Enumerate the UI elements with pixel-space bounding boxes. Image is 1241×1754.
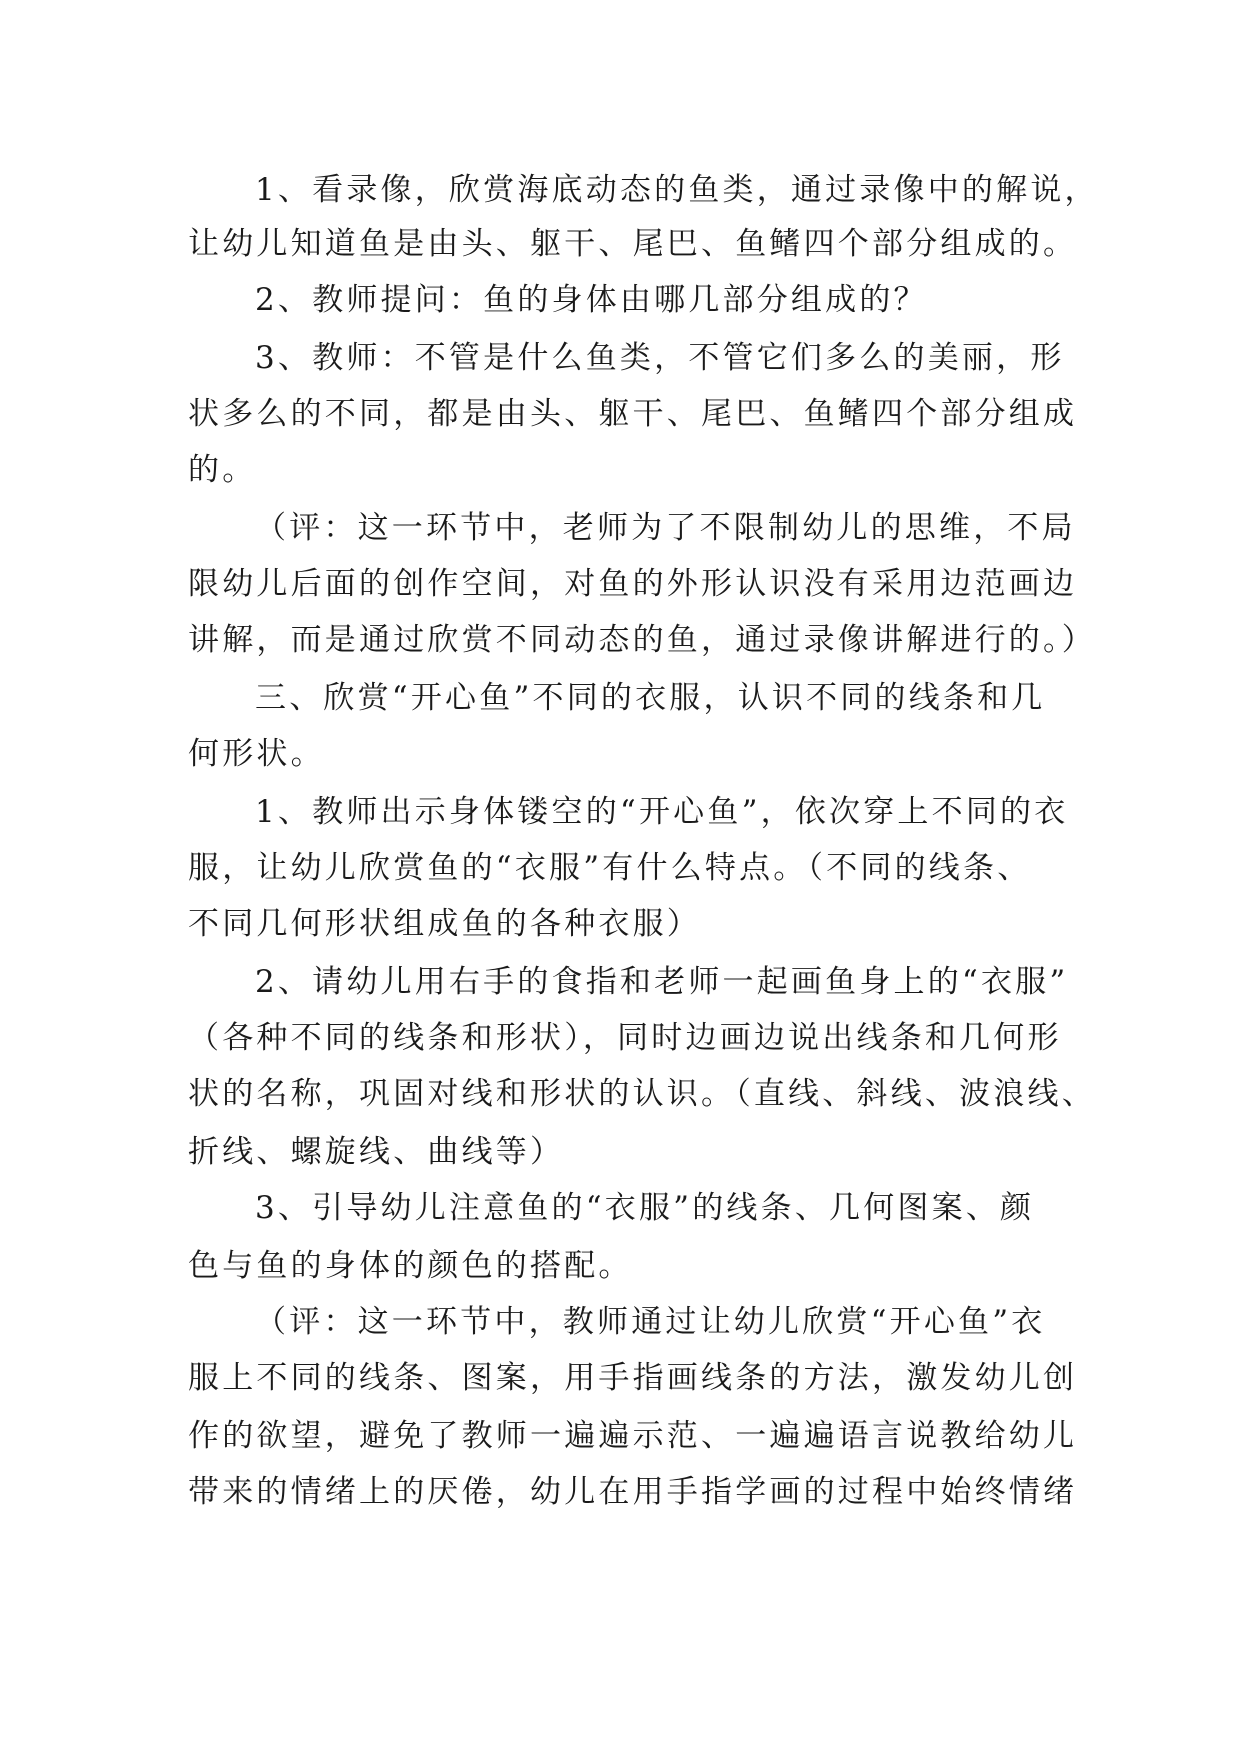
text-line: 服上不同的线条、图案，用手指画线条的方法，激发幼儿创 bbox=[188, 1360, 1078, 1396]
section-heading: 三、欣赏“开心鱼”不同的衣服，认识不同的线条和几 bbox=[255, 680, 1046, 716]
text-line: （评：这一环节中，老师为了不限制幼儿的思维，不局 bbox=[255, 510, 1076, 546]
text-line: 不同几何形状组成鱼的各种衣服） bbox=[188, 906, 701, 942]
text-line: 带来的情绪上的厌倦，幼儿在用手指学画的过程中始终情绪 bbox=[188, 1474, 1078, 1510]
text-line: 讲解，而是通过欣赏不同动态的鱼，通过录像讲解进行的。） bbox=[188, 622, 1096, 658]
text-line: 作的欲望，避免了教师一遍遍示范、一遍遍语言说教给幼儿 bbox=[188, 1418, 1078, 1454]
text-line: 的。 bbox=[188, 452, 257, 488]
text-line: 限幼儿后面的创作空间，对鱼的外形认识没有采用边范画边 bbox=[188, 566, 1078, 602]
text-line: 3、教师：不管是什么鱼类，不管它们多么的美丽，形 bbox=[255, 340, 1065, 376]
text-line: 状的名称，巩固对线和形状的认识。（直线、斜线、波浪线、 bbox=[188, 1076, 1096, 1112]
text-line: 1、教师出示身体镂空的“开心鱼”，依次穿上不同的衣 bbox=[255, 794, 1069, 830]
text-line: （评：这一环节中，教师通过让幼儿欣赏“开心鱼”衣 bbox=[255, 1304, 1046, 1340]
text-line: 何形状。 bbox=[188, 736, 325, 772]
text-line: 让幼儿知道鱼是由头、躯干、尾巴、鱼鳍四个部分组成的。 bbox=[188, 226, 1078, 262]
text-line: 2、请幼儿用右手的食指和老师一起画鱼身上的“衣服” bbox=[255, 964, 1069, 1000]
text-line: 2、教师提问：鱼的身体由哪几部分组成的？ bbox=[255, 282, 928, 318]
text-line: 服，让幼儿欣赏鱼的“衣服”有什么特点。（不同的线条、 bbox=[188, 850, 1032, 886]
text-line: （各种不同的线条和形状），同时边画边说出线条和几何形 bbox=[188, 1020, 1062, 1056]
text-line: 折线、螺旋线、曲线等） bbox=[188, 1134, 565, 1170]
text-line: 状多么的不同，都是由头、躯干、尾巴、鱼鳍四个部分组成 bbox=[188, 396, 1078, 432]
text-line: 色与鱼的身体的颜色的搭配。 bbox=[188, 1248, 633, 1284]
text-line: 3、引导幼儿注意鱼的“衣服”的线条、几何图案、颜 bbox=[255, 1190, 1035, 1226]
text-line: 1、看录像，欣赏海底动态的鱼类，通过录像中的解说， bbox=[255, 172, 1099, 208]
